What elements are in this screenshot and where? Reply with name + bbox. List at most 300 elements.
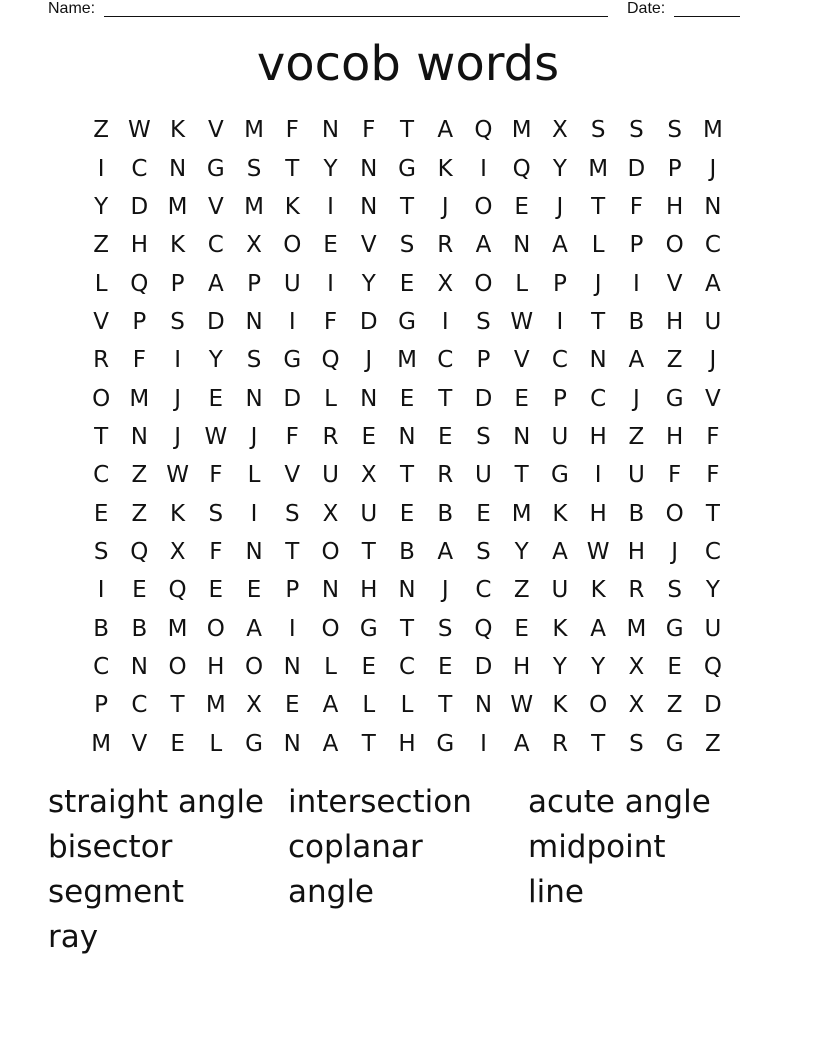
grid-letter: C <box>131 692 148 719</box>
grid-letter: Y <box>514 538 529 565</box>
grid-letter: Y <box>705 577 720 604</box>
grid-letter: V <box>705 385 721 412</box>
grid-letter: H <box>130 232 148 259</box>
grid-letter: A <box>590 615 607 642</box>
grid-letter: F <box>668 462 682 489</box>
grid-letter: C <box>704 538 721 565</box>
grid-letter: E <box>93 500 109 527</box>
grid-letter: D <box>283 385 302 412</box>
grid-letter: T <box>399 117 415 144</box>
grid-letter: F <box>629 193 644 220</box>
grid-letter: I <box>594 462 602 489</box>
grid-letter: W <box>166 462 189 489</box>
grid-letter: E <box>208 385 224 412</box>
grid-letter: Z <box>131 462 148 489</box>
grid-letter: I <box>288 308 296 335</box>
grid-letter: I <box>174 347 181 374</box>
grid-letter: C <box>207 232 224 259</box>
grid-letter: G <box>665 385 684 412</box>
grid-letter: C <box>475 577 492 604</box>
grid-letter: H <box>398 730 416 757</box>
grid-letter: E <box>514 615 529 642</box>
grid-letter: K <box>170 500 186 527</box>
grid-letter: N <box>245 308 263 335</box>
grid-letter: I <box>480 730 487 757</box>
grid-letter: S <box>246 155 262 182</box>
grid-letter: E <box>170 730 185 757</box>
grid-row <box>82 188 732 226</box>
grid-letter: O <box>321 538 340 565</box>
grid-letter: O <box>474 193 493 220</box>
grid-letter: J <box>709 155 717 182</box>
grid-letter: H <box>513 653 531 680</box>
grid-letter: K <box>170 232 186 259</box>
word-list-item: ray <box>48 919 99 955</box>
grid-letter: F <box>285 117 299 144</box>
grid-letter: G <box>283 347 302 374</box>
grid-letter: E <box>399 270 415 297</box>
grid-letter: I <box>97 155 105 182</box>
grid-letter: L <box>362 692 376 719</box>
grid-letter: J <box>633 385 640 412</box>
grid-letter: Y <box>361 270 376 297</box>
grid-letter: S <box>246 347 262 374</box>
grid-letter: H <box>665 193 684 220</box>
name-field-line[interactable] <box>104 0 608 17</box>
page-title: vocob words <box>256 36 560 92</box>
grid-letter: O <box>474 270 493 297</box>
grid-letter: D <box>474 653 493 680</box>
grid-letter: C <box>437 347 454 374</box>
grid-letter: G <box>206 155 225 182</box>
grid-letter: I <box>250 500 258 527</box>
grid-letter: M <box>702 117 723 144</box>
grid-letter: L <box>94 270 108 297</box>
grid-letter: A <box>322 692 339 719</box>
grid-letter: L <box>400 692 414 719</box>
grid-letter: M <box>511 500 532 527</box>
grid-letter: B <box>628 500 645 527</box>
grid-letter: R <box>551 730 568 757</box>
grid-letter: M <box>205 692 226 719</box>
grid-letter: L <box>515 270 529 297</box>
grid-letter: P <box>476 347 491 374</box>
grid-letter: X <box>552 117 568 144</box>
grid-letter: S <box>476 423 491 450</box>
grid-letter: E <box>361 653 377 680</box>
grid-letter: E <box>399 385 415 412</box>
grid-letter: N <box>168 155 187 182</box>
grid-letter: N <box>513 232 531 259</box>
grid-letter: C <box>398 653 416 680</box>
grid-letter: X <box>246 232 262 259</box>
grid-letter: Q <box>474 615 493 642</box>
grid-letter: I <box>480 155 487 182</box>
grid-letter: P <box>667 155 682 182</box>
grid-letter: M <box>588 155 609 182</box>
word-list-item: midpoint <box>528 829 666 865</box>
grid-letter: L <box>247 462 261 489</box>
grid-letter: U <box>704 615 722 642</box>
grid-letter: I <box>288 615 296 642</box>
grid-letter: T <box>705 500 720 527</box>
grid-letter: S <box>476 538 491 565</box>
grid-letter: S <box>437 615 453 642</box>
grid-letter: J <box>441 193 449 220</box>
grid-letter: A <box>207 270 224 297</box>
grid-letter: F <box>209 538 223 565</box>
grid-letter: E <box>514 193 529 220</box>
grid-letter: A <box>475 232 492 259</box>
grid-letter: E <box>246 577 262 604</box>
grid-letter: F <box>285 423 299 450</box>
grid-letter: D <box>627 155 646 182</box>
grid-letter: Z <box>666 347 683 374</box>
grid-letter: T <box>591 308 606 335</box>
grid-row <box>82 533 732 571</box>
grid-letter: I <box>441 308 449 335</box>
grid-letter: M <box>397 347 417 374</box>
grid-letter: Q <box>168 577 187 604</box>
word-list-item: bisector <box>48 829 173 865</box>
grid-letter: Z <box>93 117 109 144</box>
grid-letter: T <box>399 615 415 642</box>
grid-letter: R <box>93 347 110 374</box>
letter-grid <box>82 111 732 763</box>
grid-letter: T <box>361 730 376 757</box>
grid-letter: Y <box>94 193 109 220</box>
grid-letter: N <box>474 692 493 719</box>
grid-letter: S <box>667 577 682 604</box>
grid-letter: M <box>244 193 264 220</box>
grid-letter: E <box>476 500 491 527</box>
grid-letter: N <box>513 423 531 450</box>
grid-letter: P <box>552 270 567 297</box>
grid-letter: B <box>131 615 148 642</box>
grid-letter: H <box>589 500 607 527</box>
grid-letter: E <box>208 577 224 604</box>
grid-letter: T <box>438 692 453 719</box>
word-list-item: acute angle <box>528 784 711 820</box>
grid-letter: N <box>321 577 340 604</box>
word-list-item: segment <box>48 874 184 910</box>
grid-letter: G <box>665 730 684 757</box>
grid-letter: O <box>321 615 340 642</box>
word-list <box>48 780 768 960</box>
grid-letter: M <box>167 193 188 220</box>
grid-letter: P <box>552 385 567 412</box>
grid-letter: X <box>169 538 186 565</box>
grid-row <box>82 303 732 341</box>
grid-letter: Z <box>704 730 721 757</box>
grid-letter: I <box>327 193 334 220</box>
grid-letter: N <box>589 347 607 374</box>
grid-letter: N <box>245 385 263 412</box>
grid-letter: I <box>97 577 105 604</box>
grid-letter: U <box>360 500 378 527</box>
grid-letter: P <box>629 232 644 259</box>
grid-letter: K <box>590 577 606 604</box>
grid-letter: A <box>628 347 645 374</box>
word-list-item: straight angle <box>48 784 265 820</box>
grid-letter: O <box>589 692 608 719</box>
grid-letter: T <box>94 423 109 450</box>
grid-letter: G <box>436 730 455 757</box>
grid-letter: T <box>285 155 300 182</box>
grid-row <box>82 686 732 724</box>
grid-letter: U <box>475 462 492 489</box>
grid-letter: N <box>130 423 148 450</box>
grid-letter: C <box>551 347 568 374</box>
grid-letter: F <box>209 462 223 489</box>
grid-letter: L <box>591 232 605 259</box>
grid-letter: O <box>206 615 225 642</box>
grid-letter: S <box>667 117 682 144</box>
word-list-item: intersection <box>288 784 472 820</box>
grid-letter: Z <box>513 577 530 604</box>
grid-letter: L <box>209 730 223 757</box>
grid-letter: X <box>628 692 645 719</box>
grid-letter: O <box>283 232 302 259</box>
grid-letter: C <box>93 462 110 489</box>
grid-letter: O <box>92 385 111 412</box>
grid-letter: K <box>170 117 186 144</box>
grid-letter: D <box>704 692 722 719</box>
grid-letter: M <box>511 117 532 144</box>
grid-letter: Y <box>552 155 567 182</box>
grid-row <box>82 226 732 264</box>
grid-letter: E <box>667 653 682 680</box>
grid-letter: K <box>284 193 300 220</box>
grid-letter: Z <box>131 500 148 527</box>
grid-letter: E <box>437 423 453 450</box>
grid-letter: B <box>93 615 109 642</box>
grid-letter: R <box>437 232 454 259</box>
grid-letter: C <box>93 653 110 680</box>
grid-letter: A <box>513 730 530 757</box>
grid-letter: U <box>322 462 339 489</box>
grid-letter: P <box>132 308 147 335</box>
grid-letter: N <box>283 730 301 757</box>
grid-letter: N <box>360 385 378 412</box>
grid-letter: J <box>365 347 373 374</box>
grid-letter: U <box>283 270 301 297</box>
grid-letter: V <box>207 117 224 144</box>
grid-letter: Q <box>703 653 722 680</box>
grid-letter: N <box>130 653 148 680</box>
grid-letter: S <box>208 500 224 527</box>
grid-letter: E <box>514 385 529 412</box>
grid-letter: J <box>556 193 564 220</box>
grid-letter: Q <box>130 538 149 565</box>
grid-letter: P <box>94 692 109 719</box>
grid-letter: M <box>626 615 647 642</box>
grid-letter: G <box>398 155 416 182</box>
grid-letter: V <box>93 308 109 335</box>
grid-letter: X <box>628 653 645 680</box>
grid-letter: S <box>93 538 109 565</box>
grid-letter: E <box>361 423 377 450</box>
grid-row <box>82 341 732 379</box>
grid-letter: T <box>438 385 453 412</box>
grid-letter: W <box>510 692 534 719</box>
grid-letter: R <box>322 423 339 450</box>
grid-row <box>82 418 732 456</box>
grid-letter: T <box>361 538 376 565</box>
grid-letter: C <box>131 155 148 182</box>
grid-letter: N <box>398 423 416 450</box>
worksheet-header <box>48 0 748 20</box>
grid-letter: P <box>247 270 261 297</box>
grid-letter: D <box>206 308 225 335</box>
grid-letter: N <box>245 538 263 565</box>
grid-letter: G <box>665 615 684 642</box>
grid-letter: E <box>399 500 415 527</box>
grid-letter: X <box>360 462 377 489</box>
grid-letter: V <box>360 232 377 259</box>
grid-letter: O <box>665 500 684 527</box>
grid-row <box>82 648 732 686</box>
grid-letter: H <box>360 577 378 604</box>
grid-letter: J <box>671 538 679 565</box>
grid-row <box>82 149 732 187</box>
grid-letter: X <box>322 500 339 527</box>
grid-letter: Q <box>474 117 493 144</box>
grid-letter: H <box>207 653 225 680</box>
grid-letter: E <box>437 653 453 680</box>
grid-letter: F <box>362 117 376 144</box>
grid-letter: T <box>399 193 415 220</box>
grid-letter: L <box>324 385 337 412</box>
grid-letter: N <box>283 653 301 680</box>
grid-letter: U <box>704 308 722 335</box>
grid-letter: O <box>665 232 684 259</box>
grid-letter: J <box>250 423 258 450</box>
grid-letter: T <box>591 193 606 220</box>
grid-letter: R <box>437 462 454 489</box>
grid-letter: A <box>437 117 454 144</box>
grid-letter: N <box>704 193 722 220</box>
grid-letter: T <box>285 538 300 565</box>
grid-row <box>82 571 732 609</box>
grid-letter: G <box>359 615 378 642</box>
grid-letter: I <box>633 270 640 297</box>
grid-letter: C <box>590 385 607 412</box>
date-label: Date: <box>627 0 666 17</box>
grid-letter: B <box>437 500 454 527</box>
grid-letter: S <box>629 117 644 144</box>
grid-letter: N <box>360 155 378 182</box>
grid-letter: K <box>552 692 568 719</box>
grid-letter: O <box>245 653 264 680</box>
grid-letter: V <box>207 193 224 220</box>
grid-letter: J <box>174 385 181 412</box>
grid-letter: A <box>246 615 262 642</box>
grid-letter: H <box>589 423 607 450</box>
grid-letter: A <box>437 538 454 565</box>
grid-letter: L <box>324 653 337 680</box>
grid-row <box>82 264 732 302</box>
grid-letter: J <box>174 423 181 450</box>
grid-letter: Y <box>323 155 338 182</box>
grid-letter: F <box>132 347 146 374</box>
grid-letter: O <box>168 653 187 680</box>
grid-letter: P <box>285 577 300 604</box>
grid-letter: J <box>594 270 602 297</box>
grid-letter: M <box>129 385 150 412</box>
grid-letter: M <box>167 615 188 642</box>
grid-letter: U <box>627 462 645 489</box>
grid-letter: Z <box>666 692 683 719</box>
grid-letter: D <box>474 385 493 412</box>
grid-letter: F <box>706 423 720 450</box>
grid-letter: K <box>552 500 568 527</box>
grid-letter: M <box>91 730 112 757</box>
grid-letter: W <box>586 538 610 565</box>
grid-letter: M <box>244 117 264 144</box>
grid-letter: J <box>441 577 449 604</box>
grid-letter: Y <box>552 653 567 680</box>
grid-letter: T <box>591 730 606 757</box>
grid-letter: X <box>437 270 454 297</box>
grid-letter: B <box>628 308 645 335</box>
grid-row <box>82 494 732 532</box>
grid-letter: A <box>552 232 568 259</box>
grid-letter: H <box>665 423 684 450</box>
grid-letter: F <box>323 308 338 335</box>
grid-letter: S <box>399 232 415 259</box>
grid-letter: H <box>665 308 684 335</box>
grid-letter: U <box>551 423 569 450</box>
grid-letter: W <box>127 117 151 144</box>
grid-letter: N <box>360 193 378 220</box>
grid-letter: Q <box>512 155 531 182</box>
grid-letter: F <box>706 462 720 489</box>
grid-letter: D <box>130 193 149 220</box>
grid-letter: W <box>204 423 228 450</box>
grid-letter: E <box>285 692 300 719</box>
grid-letter: Q <box>130 270 149 297</box>
grid-letter: E <box>132 577 147 604</box>
grid-letter: N <box>398 577 416 604</box>
grid-letter: P <box>170 270 185 297</box>
grid-letter: S <box>170 308 185 335</box>
grid-letter: I <box>556 308 564 335</box>
grid-letter: T <box>170 692 185 719</box>
grid-letter: U <box>551 577 569 604</box>
grid-letter: Q <box>321 347 340 374</box>
grid-letter: A <box>705 270 721 297</box>
grid-letter: I <box>327 270 334 297</box>
grid-row <box>82 456 732 494</box>
grid-letter: X <box>246 692 262 719</box>
grid-letter: V <box>284 462 301 489</box>
grid-letter: N <box>321 117 340 144</box>
word-list-item: line <box>528 874 584 910</box>
grid-letter: Y <box>591 653 606 680</box>
grid-row <box>82 609 732 647</box>
grid-letter: S <box>590 117 606 144</box>
date-field-line[interactable] <box>674 0 740 17</box>
grid-row <box>82 379 732 417</box>
name-label: Name: <box>48 0 96 17</box>
grid-letter: W <box>510 308 534 335</box>
grid-letter: E <box>323 232 338 259</box>
grid-letter: G <box>245 730 263 757</box>
grid-letter: B <box>399 538 415 565</box>
grid-letter: T <box>514 462 529 489</box>
grid-letter: R <box>628 577 645 604</box>
